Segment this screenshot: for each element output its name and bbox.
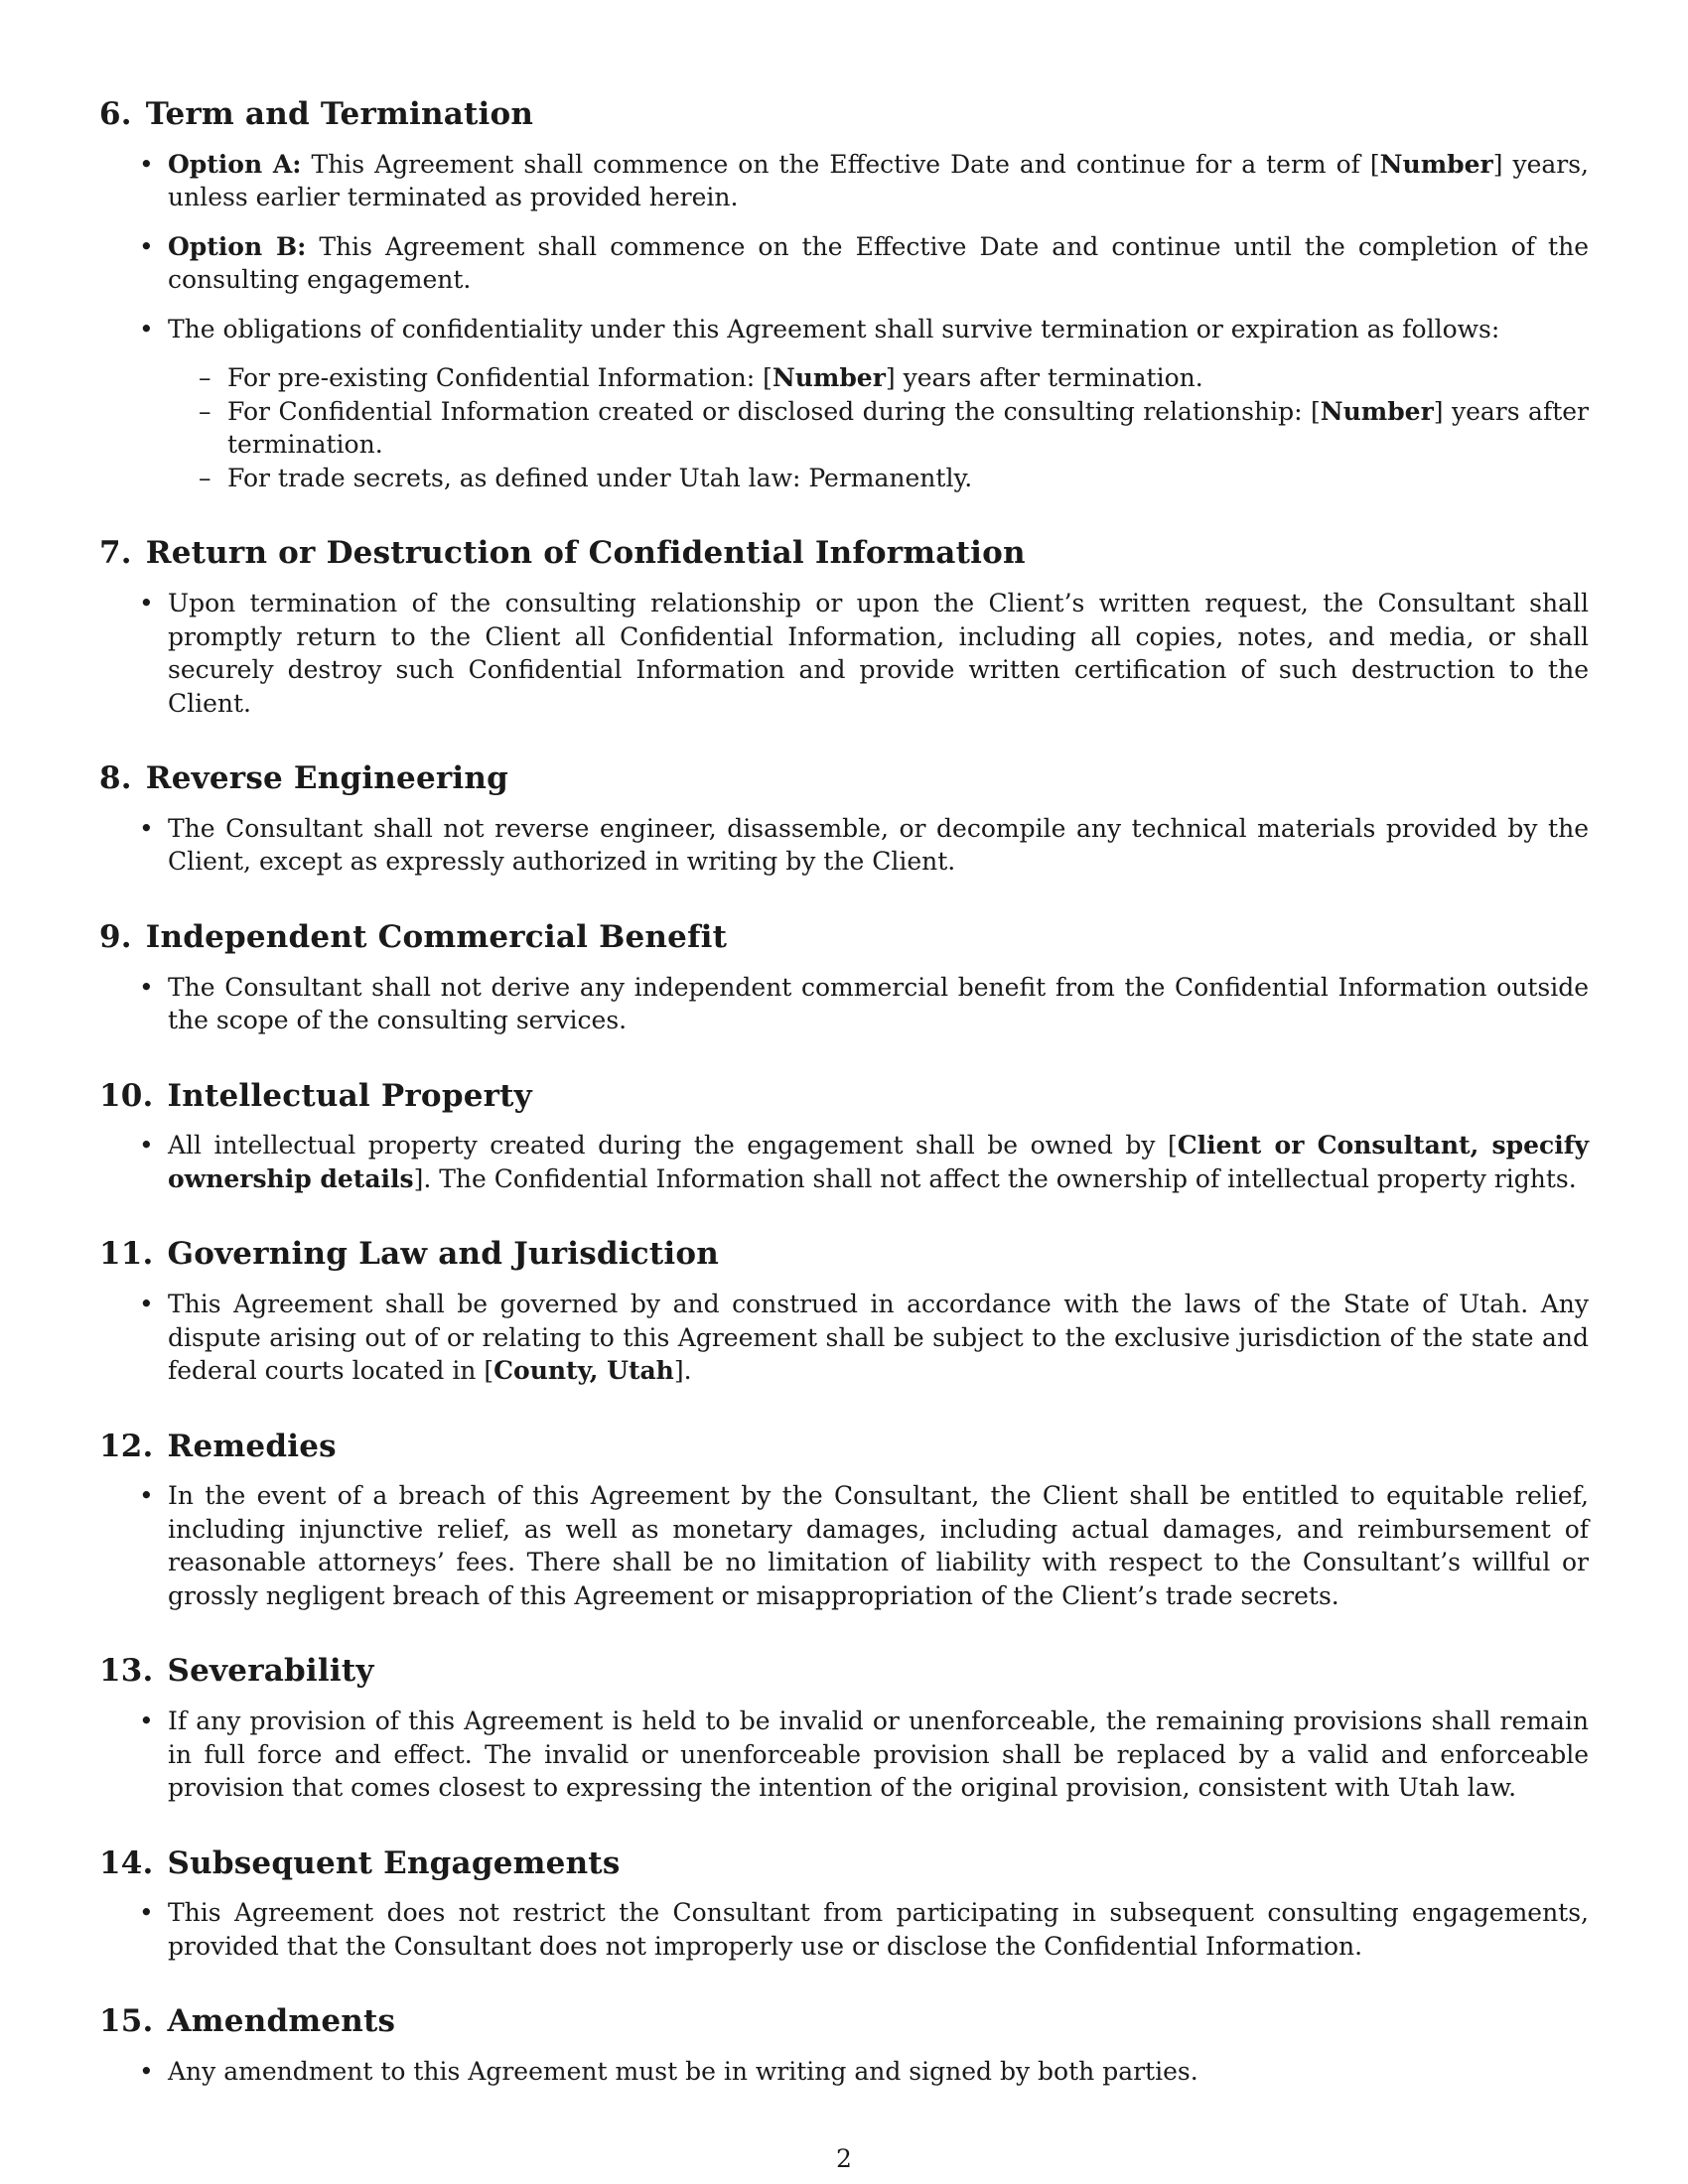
item-text: The obligations of confidentiality under this Agreement shall survive termination or expiration as follows: (168, 314, 1500, 343)
item-lead: Option B: (168, 231, 307, 261)
bullet-list (99, 1479, 1589, 1612)
item-placeholder: Number (772, 363, 886, 393)
list-item (99, 313, 1589, 495)
item-text: The Consultant shall not derive any independent commercial benefit from the Confidential Information outside the scope of the consulting services. (168, 972, 1589, 1034)
section-heading (99, 95, 1589, 134)
item-tail: ] years, unless earlier terminated as provided herein. (168, 149, 1590, 212)
item-tail: ]. The Confidential Information shall not affect the ownership of intellectual property rights. (413, 1163, 1577, 1193)
bullet-list (99, 812, 1589, 879)
bullet-list (99, 148, 1589, 495)
section-heading (99, 2002, 1589, 2041)
section (99, 95, 1589, 494)
section (99, 759, 1589, 879)
item-text: This Agreement shall be governed by and construed in accordance with the laws of the State of Utah. Any dispute arising out of or relating to this Agreement shall be subject to the exclusive jurisdiction of the state and federal courts located in [ (168, 1290, 1589, 1385)
section-title: Return or Destruction of Confidential Information (145, 535, 1026, 572)
item-tail: ]. (673, 1356, 692, 1385)
item-text: This Agreement does not restrict the Consultant from participating in subsequent consulting engagements, provided that the Consultant does not improperly use or disclose the Confidential Information. (168, 1898, 1589, 1961)
item-text: Any amendment to this Agreement must be in writing and signed by both parties. (168, 2057, 1198, 2086)
list-item (99, 971, 1589, 1037)
list-item (99, 1705, 1589, 1805)
item-placeholder: Number (1320, 396, 1434, 426)
item-placeholder: Number (1379, 149, 1493, 179)
section-number: 14. (99, 1844, 154, 1881)
section-number: 9. (99, 918, 132, 955)
section-title: Severability (167, 1653, 374, 1690)
bullet-list (99, 1896, 1589, 1963)
bullet-list (99, 1129, 1589, 1195)
section-heading (99, 918, 1589, 957)
item-text: For pre-existing Confidential Information: [ (227, 363, 773, 393)
bullet-list (99, 2055, 1589, 2089)
list-item (99, 1129, 1589, 1195)
section (99, 534, 1589, 720)
section-title: Amendments (167, 2003, 396, 2040)
item-text: This Agreement shall commence on the Effective Date and continue for a term of [ (301, 149, 1380, 179)
item-text: This Agreement shall commence on the Effective Date and continue until the completion of the consulting engagement. (168, 231, 1589, 295)
section-number: 10. (99, 1077, 154, 1114)
list-item (99, 587, 1589, 720)
sections-container (99, 95, 1589, 2089)
section-number: 11. (99, 1236, 154, 1273)
section-heading (99, 1428, 1589, 1466)
section-title: Term and Termination (145, 96, 534, 132)
document-page (99, 95, 1589, 2128)
section-number: 15. (99, 2003, 154, 2040)
item-tail: ] years after termination. (227, 396, 1589, 460)
section (99, 918, 1589, 1037)
item-text: For Confidential Information created or disclosed during the consulting relationship: [ (227, 396, 1321, 426)
section-number: 12. (99, 1428, 154, 1464)
section (99, 1428, 1589, 1613)
section (99, 1077, 1589, 1196)
sub-list (168, 361, 1589, 494)
item-text: For trade secrets, as defined under Utah law: Permanently. (227, 463, 973, 492)
section-number: 7. (99, 535, 132, 572)
section-title: Reverse Engineering (145, 760, 509, 796)
list-item (99, 812, 1589, 879)
bullet-list (99, 1288, 1589, 1388)
section-number: 6. (99, 96, 132, 132)
section (99, 1844, 1589, 1964)
item-text: The Consultant shall not reverse engineer, disassemble, or decompile any technical materials provided by the Client, except as expressly authorized in writing by the Client. (168, 813, 1589, 877)
section-heading (99, 1652, 1589, 1691)
section-title: Remedies (167, 1428, 337, 1464)
list-item (99, 1896, 1589, 1963)
section-title: Subsequent Engagements (167, 1844, 621, 1881)
section-title: Governing Law and Jurisdiction (167, 1236, 719, 1273)
bullet-list (99, 971, 1589, 1037)
section (99, 1235, 1589, 1387)
bullet-list (99, 587, 1589, 720)
list-item (99, 1479, 1589, 1612)
section-title: Independent Commercial Benefit (145, 918, 728, 955)
item-text: All intellectual property created during the engagement shall be owned by [ (168, 1131, 1178, 1160)
section (99, 2002, 1589, 2088)
item-text: Upon termination of the consulting relationship or upon the Client’s written request, the Consultant shall promptly return to the Client all Confidential Information, including all copies, notes, and media, or shall securely destroy such Confidential Information and provide written certification of such destruction to the Client. (168, 589, 1589, 718)
section-heading (99, 759, 1589, 798)
section-number: 8. (99, 760, 132, 796)
list-item (99, 1288, 1589, 1388)
section-heading (99, 1077, 1589, 1116)
section-number: 13. (99, 1653, 154, 1690)
bullet-list (99, 1705, 1589, 1805)
item-text: In the event of a breach of this Agreement by the Consultant, the Client shall be entitled to equitable relief, including injunctive relief, as well as monetary damages, including actual damages, and reimbursement of reasonable attorneys’ fees. There shall be no limitation of liability with respect to the Consultant’s willful or grossly negligent breach of this Agreement or misappropriation of the Client’s trade secrets. (168, 1481, 1589, 1610)
item-lead: Option A: (168, 149, 302, 179)
page-number: 2 (836, 2144, 852, 2173)
section-heading (99, 1235, 1589, 1274)
item-text: If any provision of this Agreement is held to be invalid or unenforceable, the remaining provisions shall remain in full force and effect. The invalid or unenforceable provision shall be replaced by a valid and enforceable provision that comes closest to expressing the intention of the original provision, consistent with Utah law. (168, 1706, 1589, 1802)
list-item (99, 148, 1589, 214)
list-item (99, 230, 1589, 297)
section-title: Intellectual Property (167, 1077, 532, 1114)
item-placeholder: County, Utah (493, 1356, 674, 1385)
sub-list-item (168, 361, 1589, 395)
section (99, 1652, 1589, 1804)
list-item (99, 2055, 1589, 2089)
sub-list-item (168, 462, 1589, 495)
section-heading (99, 534, 1589, 573)
sub-list-item (168, 395, 1589, 462)
section-heading (99, 1844, 1589, 1883)
item-placeholder: Client or Consultant, specify ownership details (168, 1131, 1589, 1193)
item-tail: ] years after termination. (885, 363, 1203, 393)
